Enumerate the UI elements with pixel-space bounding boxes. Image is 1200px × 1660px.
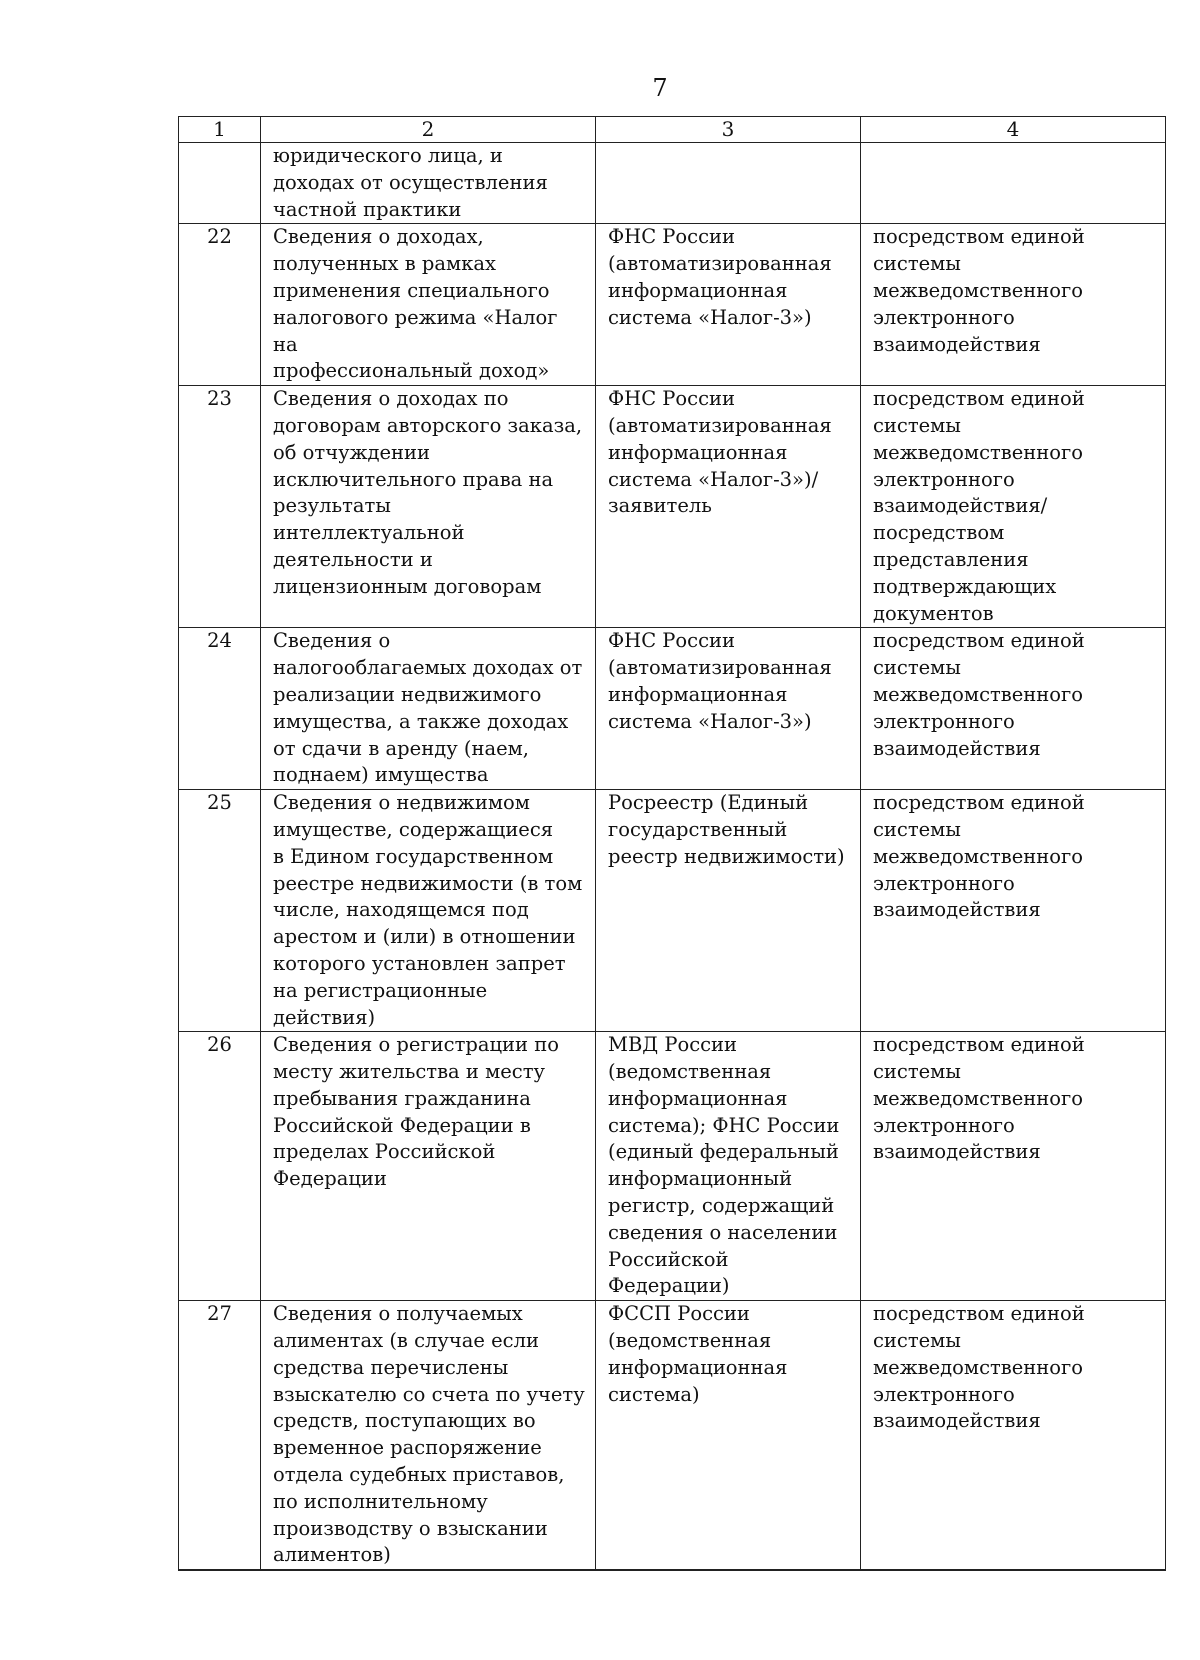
method-cell: посредством единой системы межведомственного электронного взаимодействия/ посредством представления подтверждающих документов: [861, 386, 1166, 628]
data-table: [178, 116, 1166, 1571]
source-cell: ФССП России (ведомственная информационная система): [596, 1301, 861, 1570]
info-cell: юридического лица, и доходах от осуществления частной практики: [261, 143, 596, 224]
column-header-2: 2: [261, 117, 596, 143]
info-cell: Сведения о доходах по договорам авторского заказа, об отчуждении исключительного права на результаты интеллектуальной деятельности и лицензионным договорам: [261, 386, 596, 628]
table-row: [179, 224, 1166, 386]
info-cell: Сведения о налогооблагаемых доходах от реализации недвижимого имущества, а также доходах от сдачи в аренду (наем, поднаем) имущества: [261, 628, 596, 790]
row-number: [179, 1570, 261, 1571]
source-cell: ФНС России (автоматизированная информационная система «Налог-3»): [596, 628, 861, 790]
table-row: [179, 1570, 1166, 1571]
method-cell: посредством единой системы межведомственного электронного взаимодействия: [861, 790, 1166, 1032]
method-cell: посредством единой системы межведомственного электронного взаимодействия: [861, 1032, 1166, 1301]
table-header: [179, 117, 1166, 143]
row-number: 27: [179, 1301, 261, 1570]
info-cell: Сведения о доходах, полученных в рамках применения специального налогового режима «Налог на профессиональный доход»: [261, 224, 596, 386]
method-cell: [861, 143, 1166, 224]
method-cell: посредством единой системы межведомственного электронного взаимодействия: [861, 1301, 1166, 1570]
table-row: [179, 1032, 1166, 1301]
method-cell: [861, 1570, 1166, 1571]
table-row: [179, 1301, 1166, 1570]
table-row: [179, 386, 1166, 628]
table-row: [179, 628, 1166, 790]
source-cell: [596, 143, 861, 224]
column-header-3: 3: [596, 117, 861, 143]
source-cell: МВД России (ведомственная информационная система); ФНС России (единый федеральный информационный регистр, содержащий сведения о населении Российской Федерации): [596, 1032, 861, 1301]
row-number: 24: [179, 628, 261, 790]
method-cell: посредством единой системы межведомственного электронного взаимодействия: [861, 628, 1166, 790]
source-cell: Росреестр (Единый государственный реестр недвижимости): [596, 790, 861, 1032]
row-number: 26: [179, 1032, 261, 1301]
header-row: [179, 117, 1166, 143]
row-number: 25: [179, 790, 261, 1032]
row-number: 23: [179, 386, 261, 628]
row-number: [179, 143, 261, 224]
source-cell: ФНС России (автоматизированная информационная система «Налог-3»)/ заявитель: [596, 386, 861, 628]
source-cell: [596, 1570, 861, 1571]
column-header-4: 4: [861, 117, 1166, 143]
table-row: [179, 143, 1166, 224]
table-body: [179, 143, 1166, 1571]
method-cell: посредством единой системы межведомственного электронного взаимодействия: [861, 224, 1166, 386]
row-number: 22: [179, 224, 261, 386]
info-cell: Сведения о регистрации по месту жительства и месту пребывания гражданина Российской Федерации в пределах Российской Федерации: [261, 1032, 596, 1301]
table-row: [179, 790, 1166, 1032]
page-number: 7: [652, 74, 668, 102]
info-cell: [261, 1570, 596, 1571]
info-cell: Сведения о получаемых алиментах (в случае если средства перечислены взыскателю со счета по учету средств, поступающих во временное распоряжение отдела судебных приставов, по исполнительному производству о взыскании алиментов): [261, 1301, 596, 1570]
column-header-1: 1: [179, 117, 261, 143]
info-cell: Сведения о недвижимом имуществе, содержащиеся в Едином государственном реестре недвижимости (в том числе, находящемся под арестом и (или) в отношении которого установлен запрет на регистрационные действия): [261, 790, 596, 1032]
source-cell: ФНС России (автоматизированная информационная система «Налог-3»): [596, 224, 861, 386]
